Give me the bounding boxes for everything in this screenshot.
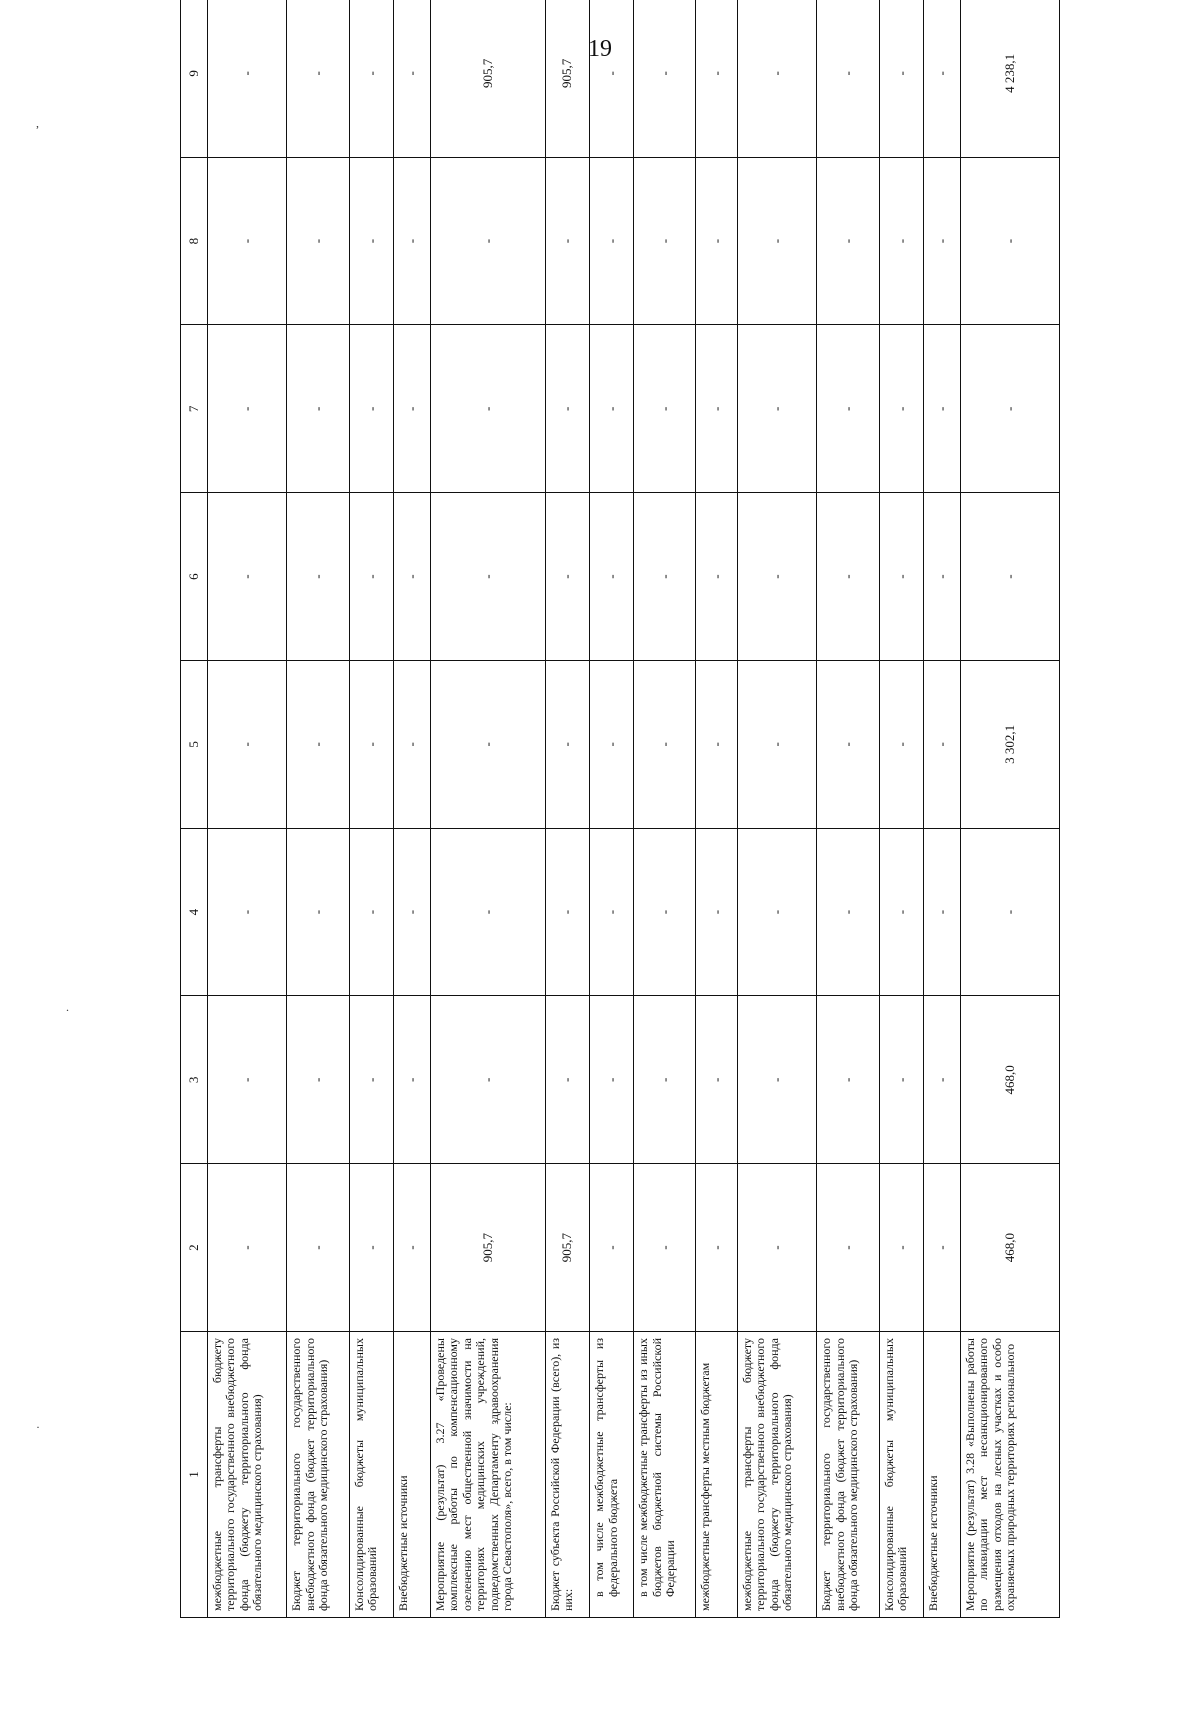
cell-value: - <box>394 1164 431 1332</box>
cell-value: - <box>737 325 816 493</box>
cell-value: - <box>545 157 589 325</box>
cell-value: - <box>208 325 287 493</box>
cell-value: - <box>430 325 545 493</box>
cell-value: 468,0 <box>960 1164 1059 1332</box>
cell-value: - <box>924 325 961 493</box>
cell-value: - <box>287 157 350 325</box>
cell-value: - <box>545 325 589 493</box>
cell-value: - <box>350 828 394 996</box>
cell-value: - <box>590 0 634 157</box>
cell-value: 468,0 <box>960 996 1059 1164</box>
cell-value: - <box>737 1164 816 1332</box>
cell-value: - <box>879 1164 923 1332</box>
cell-value: - <box>208 493 287 661</box>
cell-value: - <box>634 0 696 157</box>
column-header-9: 9 <box>181 0 208 157</box>
cell-value: - <box>879 157 923 325</box>
column-header-6: 6 <box>181 493 208 661</box>
cell-value: - <box>208 828 287 996</box>
row-label: в том числе межбюджетные трансферты из иных бюджетов бюджетной системы Российской Федерации <box>634 1332 696 1618</box>
row-label: Консолидированные бюджеты муниципальных образований <box>879 1332 923 1618</box>
table-row <box>696 0 738 1618</box>
cell-value: - <box>817 493 880 661</box>
cell-value: - <box>817 0 880 157</box>
table-row <box>430 0 545 1618</box>
cell-value: - <box>924 157 961 325</box>
cell-value: - <box>394 0 431 157</box>
table-header-row <box>181 0 208 1618</box>
cell-value: - <box>924 493 961 661</box>
cell-value: - <box>696 157 738 325</box>
cell-value: - <box>696 828 738 996</box>
budget-table-frame <box>180 53 1060 1618</box>
table-row <box>817 0 880 1618</box>
cell-value: - <box>924 1164 961 1332</box>
cell-value: - <box>737 0 816 157</box>
budget-table <box>180 0 1060 1618</box>
cell-value: - <box>924 0 961 157</box>
cell-value: - <box>208 661 287 829</box>
row-label: межбюджетные трансферты местным бюджетам <box>696 1332 738 1618</box>
cell-value: - <box>394 493 431 661</box>
cell-value: - <box>879 828 923 996</box>
cell-value: - <box>696 0 738 157</box>
cell-value: - <box>430 828 545 996</box>
cell-value: - <box>287 661 350 829</box>
cell-value: - <box>879 661 923 829</box>
column-header-3: 3 <box>181 996 208 1164</box>
cell-value: - <box>430 996 545 1164</box>
cell-value: - <box>924 996 961 1164</box>
cell-value: - <box>817 996 880 1164</box>
cell-value: - <box>394 996 431 1164</box>
row-label: Внебюджетные источники <box>394 1332 431 1618</box>
table-body <box>208 0 1060 1618</box>
table-row <box>960 0 1059 1618</box>
cell-value: - <box>590 493 634 661</box>
cell-value: - <box>208 157 287 325</box>
row-label: Консолидированные бюджеты муниципальных образований <box>350 1332 394 1618</box>
table-row <box>924 0 961 1618</box>
column-header-5: 5 <box>181 661 208 829</box>
table-row <box>350 0 394 1618</box>
cell-value: - <box>817 661 880 829</box>
cell-value: - <box>350 493 394 661</box>
cell-value: - <box>879 493 923 661</box>
table-row <box>394 0 431 1618</box>
cell-value: - <box>879 0 923 157</box>
cell-value: - <box>350 157 394 325</box>
cell-value: - <box>208 1164 287 1332</box>
cell-value: - <box>634 493 696 661</box>
cell-value: - <box>634 157 696 325</box>
cell-value: - <box>879 996 923 1164</box>
cell-value: - <box>430 157 545 325</box>
cell-value: - <box>960 828 1059 996</box>
cell-value: - <box>737 493 816 661</box>
cell-value: - <box>924 661 961 829</box>
cell-value: - <box>287 493 350 661</box>
cell-value: - <box>350 1164 394 1332</box>
cell-value: - <box>350 661 394 829</box>
column-header-7: 7 <box>181 325 208 493</box>
cell-value: - <box>430 661 545 829</box>
cell-value: - <box>817 325 880 493</box>
cell-value: - <box>394 661 431 829</box>
cell-value: - <box>545 493 589 661</box>
cell-value: - <box>590 1164 634 1332</box>
cell-value: - <box>696 996 738 1164</box>
cell-value: - <box>634 828 696 996</box>
cell-value: - <box>634 1164 696 1332</box>
cell-value: - <box>960 325 1059 493</box>
row-label: межбюджетные трансферты бюджету территориального государственного внебюджетного фонда (бюджету территориального фонда обязательного медицинского страхования) <box>737 1332 816 1618</box>
cell-value: - <box>590 996 634 1164</box>
cell-value: 905,7 <box>430 0 545 157</box>
table-row <box>590 0 634 1618</box>
cell-value: - <box>394 828 431 996</box>
cell-value: - <box>287 1164 350 1332</box>
cell-value: - <box>696 493 738 661</box>
cell-value: - <box>737 828 816 996</box>
cell-value: - <box>287 325 350 493</box>
cell-value: - <box>696 1164 738 1332</box>
cell-value: - <box>545 996 589 1164</box>
table-row <box>634 0 696 1618</box>
cell-value: - <box>696 325 738 493</box>
column-header-4: 4 <box>181 828 208 996</box>
rotated-table-wrapper <box>180 53 1060 1618</box>
cell-value: - <box>737 661 816 829</box>
cell-value: - <box>545 661 589 829</box>
cell-value: - <box>817 1164 880 1332</box>
table-row <box>287 0 350 1618</box>
cell-value: 3 302,1 <box>960 661 1059 829</box>
cell-value: 905,7 <box>545 1164 589 1332</box>
cell-value: - <box>960 493 1059 661</box>
cell-value: - <box>350 325 394 493</box>
cell-value: - <box>287 996 350 1164</box>
cell-value: - <box>287 0 350 157</box>
cell-value: - <box>696 661 738 829</box>
cell-value: - <box>545 828 589 996</box>
cell-value: - <box>208 0 287 157</box>
row-label: Бюджет территориального государственного внебюджетного фонда (бюджет территориального фонда обязательного медицинского страхования) <box>287 1332 350 1618</box>
table-row <box>879 0 923 1618</box>
row-label: Мероприятие (результат) 3.27 «Проведены комплексные работы по компенсационному озеленению мест общественной значимости на территориях медицинских учреждений, подведомственных Департаменту здравоохранения города Севастополя», всего, в том числе: <box>430 1332 545 1618</box>
cell-value: - <box>879 325 923 493</box>
table-row <box>208 0 287 1618</box>
scan-mark: , <box>36 116 39 130</box>
cell-value: - <box>737 996 816 1164</box>
cell-value: - <box>737 157 816 325</box>
row-label: межбюджетные трансферты бюджету территориального государственного внебюджетного фонда (бюджету территориального фонда обязательного медицинского страхования) <box>208 1332 287 1618</box>
cell-value: - <box>350 0 394 157</box>
row-label: Бюджет субъекта Российской Федерации (всего), из них: <box>545 1332 589 1618</box>
row-label: Мероприятие (результат) 3.28 «Выполнены работы по ликвидации мест несанкционированного размещения отходов на лесных участках и особо охраняемых природных территориях регионального <box>960 1332 1059 1618</box>
row-label: Внебюджетные источники <box>924 1332 961 1618</box>
table-row <box>545 0 589 1618</box>
cell-value: - <box>287 828 350 996</box>
cell-value: - <box>590 157 634 325</box>
cell-value: - <box>590 828 634 996</box>
column-header-1: 1 <box>181 1332 208 1618</box>
cell-value: 4 238,1 <box>960 0 1059 157</box>
scan-mark: · <box>36 1420 40 1434</box>
cell-value: 905,7 <box>545 0 589 157</box>
cell-value: - <box>590 325 634 493</box>
cell-value: - <box>817 157 880 325</box>
column-header-8: 8 <box>181 157 208 325</box>
cell-value: - <box>208 996 287 1164</box>
cell-value: - <box>430 493 545 661</box>
table-row <box>737 0 816 1618</box>
cell-value: - <box>394 325 431 493</box>
cell-value: - <box>817 828 880 996</box>
cell-value: - <box>960 157 1059 325</box>
cell-value: - <box>394 157 431 325</box>
scan-mark: . <box>66 1000 69 1014</box>
cell-value: - <box>634 996 696 1164</box>
cell-value: 905,7 <box>430 1164 545 1332</box>
cell-value: - <box>924 828 961 996</box>
column-header-2: 2 <box>181 1164 208 1332</box>
cell-value: - <box>350 996 394 1164</box>
cell-value: - <box>590 661 634 829</box>
cell-value: - <box>634 325 696 493</box>
row-label: в том числе межбюджетные трансферты из федерального бюджета <box>590 1332 634 1618</box>
page-number: 19 <box>588 36 612 62</box>
row-label: Бюджет территориального государственного внебюджетного фонда (бюджет территориального фонда обязательного медицинского страхования) <box>817 1332 880 1618</box>
cell-value: - <box>634 661 696 829</box>
